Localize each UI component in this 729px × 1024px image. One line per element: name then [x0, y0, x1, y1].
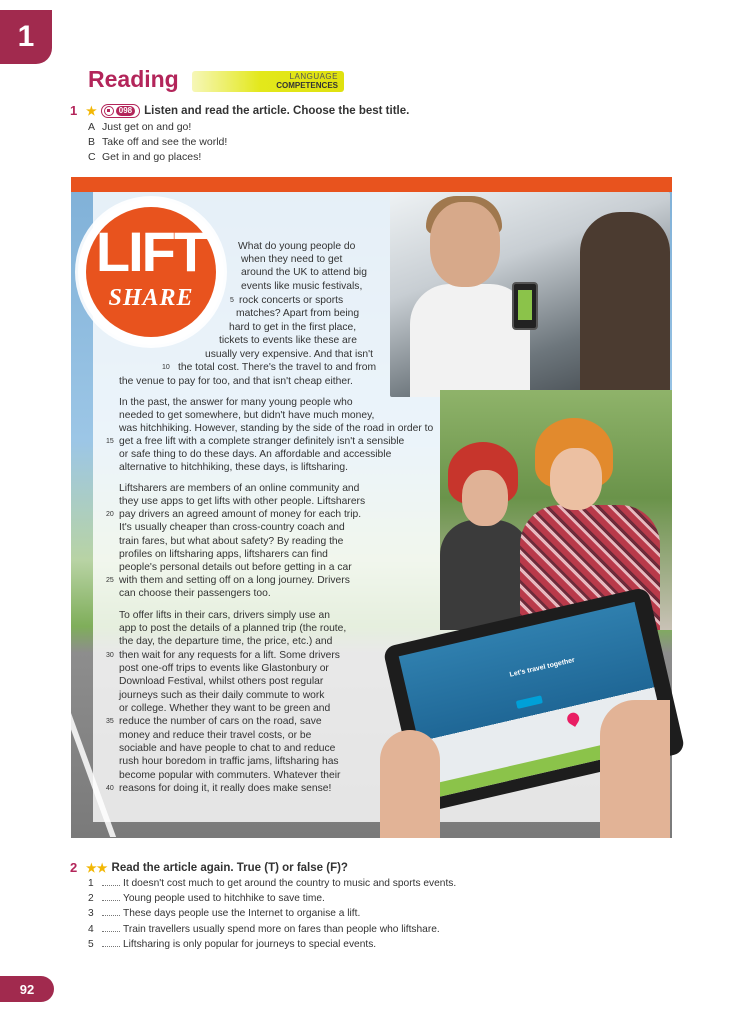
true-false-item [88, 938, 376, 950]
article-line: In the past, the answer for many young people who [119, 397, 353, 408]
article-line: reduce the number of cars on the road, save [119, 716, 322, 727]
car-photo [390, 192, 670, 397]
track-number: 098 [116, 106, 135, 116]
line-number: 25 [106, 577, 114, 584]
article-line: alternative to hitchhiking, these days, is liftsharing. [119, 462, 348, 473]
article-line: was hitchhiking. However, standing by the side of the road in order to [119, 423, 434, 434]
article-line: rush hour boredom in traffic jams, liftsharing has [119, 756, 339, 767]
article-line: train fares, but what about safety? By reading the [119, 536, 344, 547]
speaker-icon [104, 106, 114, 116]
article-line: It's usually cheaper than cross-country coach and [119, 522, 345, 533]
article-line: the day, the departure time, the price, etc.) and [119, 636, 333, 647]
line-number: 20 [106, 511, 114, 518]
item-text: Train travellers usually spend more on fares than people who liftshare. [123, 924, 440, 935]
audio-track-button[interactable] [101, 104, 140, 118]
article-line: or safe thing to do these days. An affordable and accessible [119, 449, 392, 460]
article-line: sociable and have people to chat to and reduce [119, 743, 336, 754]
section-title: Reading [88, 66, 179, 92]
true-false-item [88, 892, 325, 904]
article-line: What do young people do [238, 241, 356, 252]
article-line: post one-off trips to events like Glastonbury or [119, 663, 329, 674]
line-number: 5 [230, 297, 234, 304]
exercise1-instruction: Listen and read the article. Choose the best title. [144, 104, 410, 117]
answer-blank[interactable] [102, 923, 120, 932]
article-line: the total cost. There's the travel to and from [178, 362, 377, 373]
exercise2-instruction: Read the article again. True (T) or false (F)? [111, 861, 348, 874]
article-line: the venue to pay for too, and that isn't cheap either. [119, 376, 353, 387]
answer-blank[interactable] [102, 938, 120, 947]
rider2-face [550, 448, 602, 510]
item-text: It doesn't cost much to get around the country to music and sports events. [123, 878, 457, 889]
badge-line2: COMPETENCES [276, 81, 338, 90]
item-number: 1 [88, 878, 94, 889]
badge-line1: LANGUAGE [289, 72, 338, 81]
answer-blank[interactable] [102, 907, 120, 916]
logo-lift-text: LIFT [95, 220, 207, 283]
article-line: profiles on liftsharing apps, liftsharers can find [119, 549, 328, 560]
option-c [88, 151, 201, 163]
tablet-headline: Let's travel together [509, 656, 576, 679]
item-number: 4 [88, 924, 94, 935]
article-line: they use apps to get lifts with other people. Liftsharers [119, 496, 366, 507]
true-false-item [88, 923, 440, 935]
page-number: 92 [0, 976, 54, 1002]
article-line: To offer lifts in their cars, drivers simply use an [119, 610, 330, 621]
passenger-figure [580, 212, 670, 392]
article-line: pay drivers an agreed amount of money for each trip. [119, 509, 362, 520]
article-line: app to post the details of a planned trip (the route, [119, 623, 347, 634]
article-line: usually very expensive. And that isn't [205, 349, 373, 360]
article-line: rock concerts or sports [239, 295, 344, 306]
exercise2-heading [70, 860, 348, 875]
true-false-item [88, 877, 456, 889]
article-line: events like music festivals, [241, 281, 363, 292]
article-top-bar [71, 177, 672, 192]
left-hand [380, 730, 440, 838]
article-line: with them and setting off on a long journey. Drivers [119, 575, 350, 586]
right-hand [600, 700, 670, 838]
item-number: 3 [88, 908, 94, 919]
line-number: 40 [106, 785, 114, 792]
star-icon: ★★ [86, 860, 108, 875]
star-icon: ★ [86, 103, 97, 118]
article-line: matches? Apart from being [236, 308, 360, 319]
line-number: 35 [106, 718, 114, 725]
article-line: become popular with commuters. Whatever their [119, 770, 341, 781]
option-text: Take off and see the world! [102, 136, 228, 148]
line-number: 30 [106, 652, 114, 659]
article-line: journeys such as their daily commute to work [119, 690, 325, 701]
article-line: Liftsharers are members of an online community and [119, 483, 360, 494]
logo-share-text: SHARE [108, 285, 194, 311]
item-number: 5 [88, 939, 94, 950]
option-text: Just get on and go! [102, 121, 192, 133]
item-text: Young people used to hitchhike to save time. [123, 893, 325, 904]
phone-screen [518, 290, 532, 320]
competences-badge [192, 71, 344, 92]
article-line: hard to get in the first place, [229, 322, 357, 333]
article-line: people's personal details out before getting in a car [119, 562, 352, 573]
unit-number-tab: 1 [0, 10, 52, 64]
article-line: then wait for any requests for a lift. Some drivers [119, 650, 340, 661]
article-line: can choose their passengers too. [119, 588, 271, 599]
true-false-item [88, 907, 360, 919]
rider1-face [462, 470, 508, 526]
driver-face [430, 202, 500, 287]
exercise1-number: 1 [70, 103, 78, 118]
option-letter: A [88, 121, 96, 133]
answer-blank[interactable] [102, 877, 120, 886]
option-text: Get in and go places! [102, 151, 202, 163]
article-line: tickets to events like these are [219, 335, 357, 346]
article-line: or college. Whether they want to be green and [119, 703, 331, 714]
item-text: Liftsharing is only popular for journeys to special events. [123, 939, 377, 950]
item-number: 2 [88, 893, 94, 904]
phone-image [512, 282, 538, 330]
article-line: reasons for doing it, it really does make sense! [119, 783, 332, 794]
map-pin-icon [565, 710, 582, 727]
exercise1-heading [70, 103, 409, 118]
exercise2-number: 2 [70, 860, 78, 875]
article-line: Download Festival, whilst others post regular [119, 676, 324, 687]
article-line: money and reduce their travel costs, or be [119, 730, 312, 741]
option-letter: B [88, 136, 96, 148]
answer-blank[interactable] [102, 892, 120, 901]
article-line: get a free lift with a complete stranger definitely isn't a sensible [119, 436, 405, 447]
article-line: around the UK to attend big [241, 267, 367, 278]
article-line: when they need to get [241, 254, 343, 265]
rider1-body [440, 520, 530, 630]
option-a [88, 121, 191, 133]
tablet-button [516, 695, 543, 709]
option-b [88, 136, 227, 148]
article-line: needed to get somewhere, but didn't have much money, [119, 410, 375, 421]
option-letter: C [88, 151, 96, 163]
line-number: 15 [106, 438, 114, 445]
line-number: 10 [162, 364, 170, 371]
item-text: These days people use the Internet to organise a lift. [123, 908, 361, 919]
